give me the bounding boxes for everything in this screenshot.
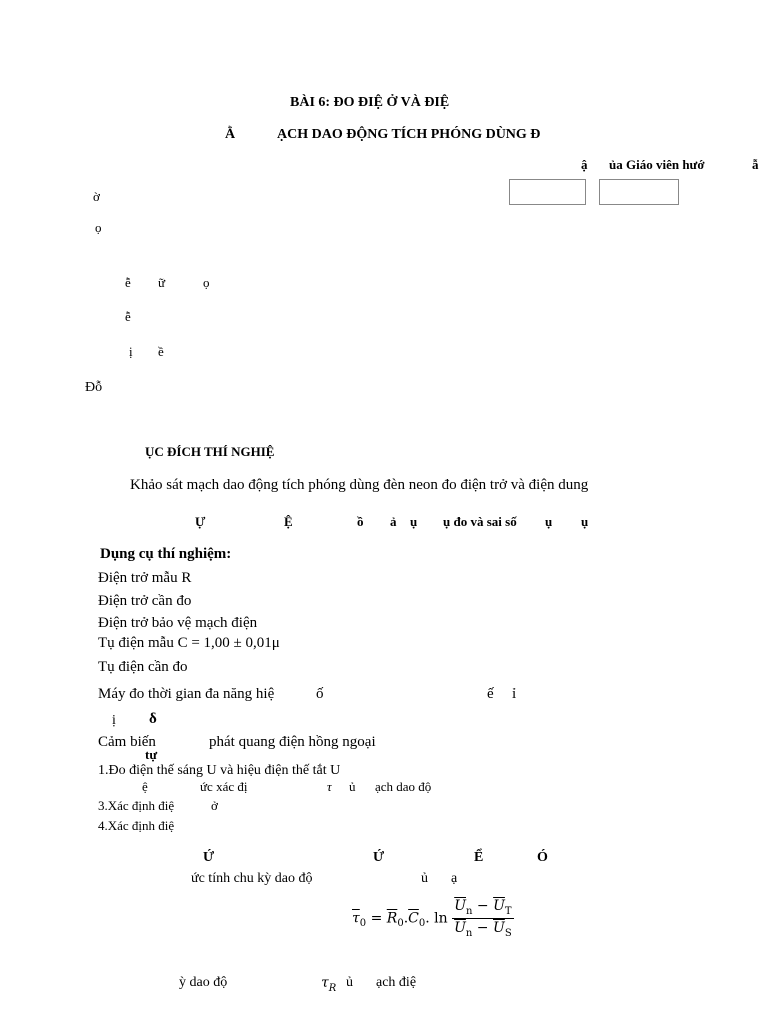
info-line-2: ọ [95, 220, 102, 235]
section-2-heading-d: ả [390, 514, 397, 529]
formula-r: $\overline{R}$ [386, 910, 398, 927]
step-3-b: ở [211, 798, 218, 813]
section-3-line-a: ức tính chu kỳ dao độ [191, 871, 313, 886]
step-2-b: ức xác đị [200, 779, 248, 794]
info-line-3-a: ễ [125, 275, 131, 290]
formula-c: $\overline{C}$ [408, 910, 419, 927]
info-line-3-b: ữ [158, 275, 166, 290]
section-2-heading-c: ồ [357, 514, 364, 529]
step-2-d: ủ [349, 779, 356, 794]
last-line-a: ỳ dao độ [179, 975, 228, 990]
last-line-d: ạch điệ [376, 975, 417, 990]
tool-item-3: Điện trở bảo vệ mạch điện [98, 615, 258, 631]
sensor-line-a: Cảm biến [98, 734, 156, 750]
timer-line-c: ế [487, 686, 494, 702]
info-line-3-c: ọ [203, 275, 210, 290]
section-1-body: Khảo sát mạch dao động tích phóng dùng đèn neon đo điện trở và điện dung [130, 477, 589, 493]
period-formula: $\overline{\tau}_0 = \overline{R}_0.\overline{C}_0$. ln $\frac{\overline{U}_n - \overline{U}_T}{\overline{U}_n - \overline{U}_S}$ [352, 898, 512, 939]
timer-line-d: ỉ [512, 686, 517, 702]
section-2-heading-b: Ệ [284, 514, 293, 529]
info-line-5-a: ị [129, 344, 133, 359]
info-line-4: ễ [125, 309, 131, 324]
step-2-a: ệ [142, 779, 148, 794]
delta-symbol: δ [149, 711, 157, 727]
step-3-a: 3.Xác định điệ [98, 798, 175, 813]
last-line-c: ủ [346, 975, 353, 990]
tool-item-1: Điện trở mẫu R [98, 570, 192, 586]
title-line-2-start: Ằ [225, 127, 236, 142]
section-3-line-b: ủ [421, 871, 428, 886]
step-2-e: ạch dao độ [375, 779, 432, 794]
section-2-heading-h: ụ [581, 514, 589, 529]
last-line-tau: $\tau_R$ [321, 975, 337, 994]
sensor-line-b: phát quang điện hồng ngoại [209, 734, 376, 750]
section-3-heading-c: Ể [474, 850, 484, 865]
sensor-tu: tự [145, 747, 158, 762]
teacher-label-a: ậ [581, 157, 588, 172]
timer-line-b: ố [316, 686, 324, 702]
tools-heading: Dụng cụ thí nghiệm: [100, 546, 232, 562]
section-2-heading-g: ụ [545, 514, 553, 529]
title-line-1: BÀI 6: ĐO ĐIỆ Ở VÀ ĐIỆ [290, 95, 450, 110]
formula-lhs: $\overline{\tau}$ [352, 910, 360, 927]
step-2-tau: τ [327, 779, 332, 794]
teacher-label-c: ẫ [752, 157, 759, 172]
tool-item-5: Tụ điện cần đo [98, 659, 188, 675]
section-3-line-c: ạ [451, 871, 458, 886]
step-4: 4.Xác định điệ [98, 818, 175, 833]
section-3-heading-d: Ó [537, 850, 548, 865]
tool-item-4: Tụ điện mẫu C = 1,00 ± 0,01μ [98, 635, 280, 651]
section-2-heading-e: ụ [410, 514, 418, 529]
teacher-signature-box[interactable] [509, 179, 586, 205]
section-3-heading-a: Ứ [203, 850, 215, 865]
info-line-6: Đỗ [85, 380, 103, 395]
section-2-heading: ụ đo và sai số [443, 514, 517, 529]
delta-line-a: ị [112, 713, 116, 728]
info-line-1: ờ [93, 189, 100, 204]
title-line-2: ẠCH DAO ĐỘNG TÍCH PHÓNG DÙNG Đ [277, 127, 541, 142]
step-1: 1.Đo điện thế sáng U và hiệu điện thế tắt U [98, 763, 341, 778]
tool-item-2: Điện trở cần đo [98, 593, 192, 609]
teacher-grade-box[interactable] [599, 179, 679, 205]
formula-fraction: $\frac{\overline{U}_n - \overline{U}_T}{\overline{U}_n - \overline{U}_S}$ [454, 898, 512, 939]
section-3-heading-b: Ứ [373, 850, 385, 865]
section-1-heading: ỤC ĐÍCH THÍ NGHIỆ [145, 444, 275, 459]
info-line-5-b: ề [158, 344, 164, 359]
timer-line-a: Máy đo thời gian đa năng hiệ [98, 686, 275, 702]
section-2-heading-a: Ự [195, 514, 206, 529]
teacher-label: ủa Giáo viên hướ [609, 157, 705, 172]
